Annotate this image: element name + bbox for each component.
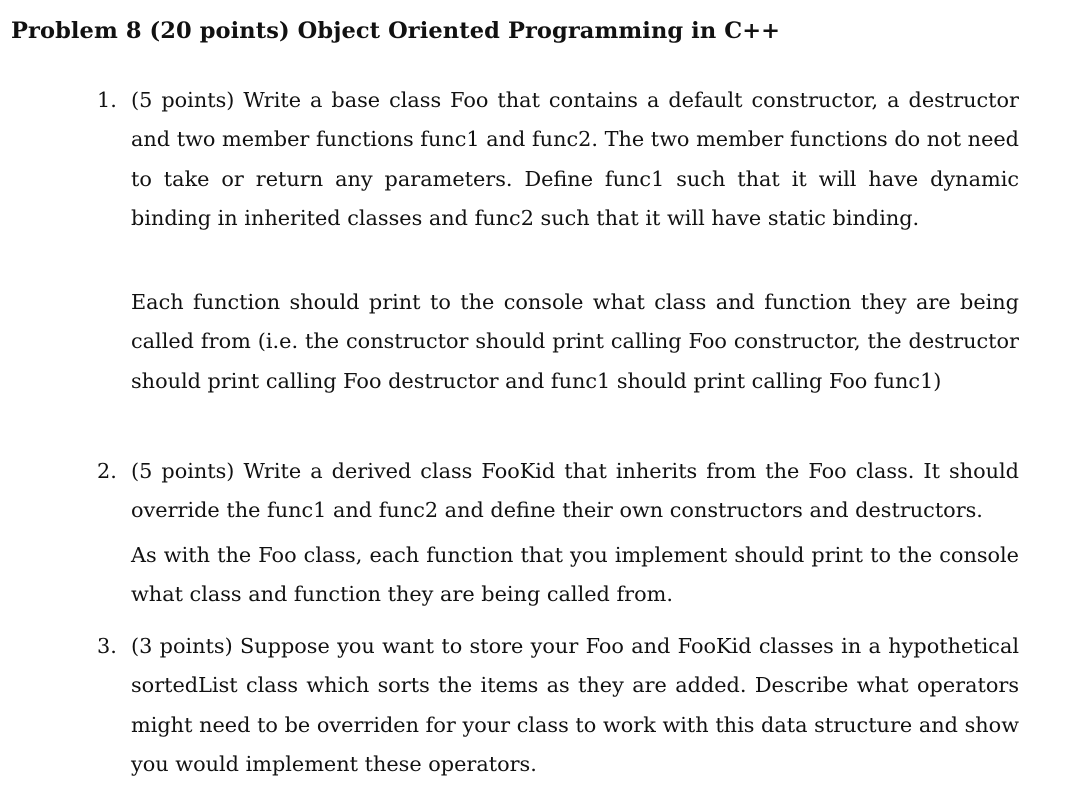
item-number: 1. (97, 88, 117, 112)
item-paragraph: (5 points) Write a base class Foo that contains a default constructor, a destructor and two member functions func1 and func2. The two member functions do not need to take or return any parameters. Define func1 such that it will have dynamic binding in inherited classes and func2 such that it will have static binding. (131, 88, 1019, 231)
item-number: 3. (97, 634, 117, 658)
item-paragraph: As with the Foo class, each function that you implement should print to the console what class and function they are being called from. (131, 543, 1019, 607)
item-number: 2. (97, 459, 117, 483)
item-paragraph: Each function should print to the console what class and function they are being called from (i.e. the constructor should print calling Foo constructor, the destructor should print calling Foo destructor and func1 should print calling Foo func1) (131, 290, 1019, 393)
item-paragraph: (3 points) Suppose you want to store your Foo and FooKid classes in a hypothetical sortedList class which sorts the items as they are added. Describe what operators might need to be overriden for your class to work with this data structure and show you would implement these operators. (131, 634, 1019, 777)
problem-title: Problem 8 (20 points) Object Oriented Programming in C++ (11, 18, 781, 44)
item-paragraph: (5 points) Write a derived class FooKid that inherits from the Foo class. It should override the func1 and func2 and define their own constructors and destructors. (131, 459, 1019, 523)
